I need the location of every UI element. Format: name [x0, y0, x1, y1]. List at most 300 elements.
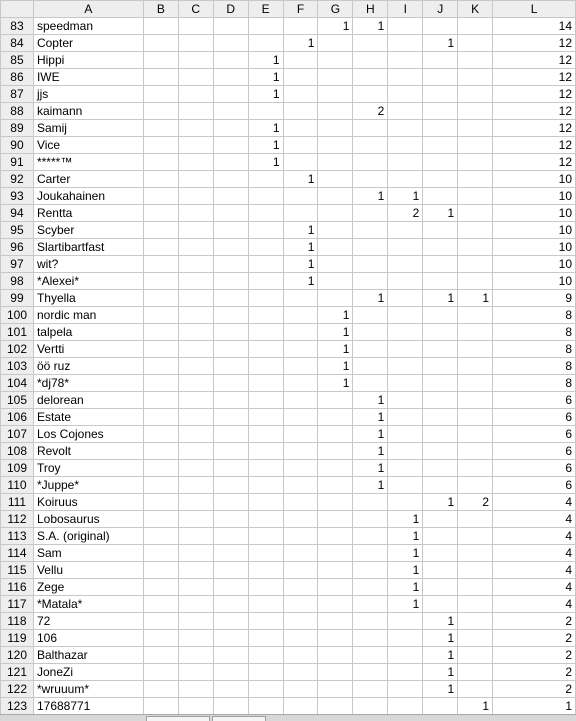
cell-e[interactable] [248, 409, 283, 426]
cell-f[interactable] [283, 562, 318, 579]
cell-g[interactable]: 1 [318, 307, 353, 324]
cell-k[interactable] [458, 630, 493, 647]
cell-d[interactable] [213, 18, 248, 35]
cell-f[interactable] [283, 528, 318, 545]
row-header[interactable]: 85 [1, 52, 34, 69]
cell-c[interactable] [178, 647, 213, 664]
cell-j[interactable] [423, 443, 458, 460]
cell-g[interactable] [318, 698, 353, 715]
cell-f[interactable] [283, 596, 318, 613]
cell-e[interactable] [248, 307, 283, 324]
cell-g[interactable] [318, 664, 353, 681]
row-header[interactable]: 109 [1, 460, 34, 477]
cell-l[interactable]: 8 [493, 307, 576, 324]
cell-e[interactable]: 1 [248, 137, 283, 154]
row-header[interactable]: 108 [1, 443, 34, 460]
cell-c[interactable] [178, 698, 213, 715]
cell-c[interactable] [178, 494, 213, 511]
cell-g[interactable]: 1 [318, 324, 353, 341]
cell-k[interactable] [458, 35, 493, 52]
cell-j[interactable] [423, 375, 458, 392]
cell-i[interactable]: 1 [388, 545, 423, 562]
row-header[interactable]: 99 [1, 290, 34, 307]
cell-d[interactable] [213, 290, 248, 307]
cell-e[interactable] [248, 18, 283, 35]
cell-h[interactable]: 1 [353, 18, 388, 35]
cell-a[interactable]: Carter [33, 171, 143, 188]
cell-i[interactable] [388, 341, 423, 358]
cell-k[interactable] [458, 511, 493, 528]
cell-k[interactable]: 1 [458, 698, 493, 715]
cell-g[interactable] [318, 409, 353, 426]
cell-l[interactable]: 12 [493, 86, 576, 103]
cell-k[interactable] [458, 528, 493, 545]
cell-g[interactable] [318, 392, 353, 409]
cell-i[interactable] [388, 171, 423, 188]
row-header[interactable]: 91 [1, 154, 34, 171]
cell-l[interactable]: 4 [493, 579, 576, 596]
row-header[interactable]: 123 [1, 698, 34, 715]
cell-l[interactable]: 2 [493, 681, 576, 698]
cell-k[interactable] [458, 154, 493, 171]
cell-l[interactable]: 6 [493, 409, 576, 426]
cell-b[interactable] [143, 562, 178, 579]
cell-i[interactable] [388, 664, 423, 681]
cell-a[interactable]: Scyber [33, 222, 143, 239]
cell-j[interactable]: 1 [423, 205, 458, 222]
cell-i[interactable] [388, 222, 423, 239]
cell-i[interactable] [388, 698, 423, 715]
cell-d[interactable] [213, 35, 248, 52]
row-header[interactable]: 122 [1, 681, 34, 698]
cell-l[interactable]: 1 [493, 698, 576, 715]
cell-f[interactable] [283, 341, 318, 358]
cell-l[interactable]: 2 [493, 647, 576, 664]
cell-h[interactable]: 1 [353, 460, 388, 477]
cell-e[interactable] [248, 664, 283, 681]
cell-h[interactable]: 1 [353, 477, 388, 494]
cell-b[interactable] [143, 613, 178, 630]
cell-g[interactable] [318, 69, 353, 86]
cell-k[interactable] [458, 358, 493, 375]
row-header[interactable]: 101 [1, 324, 34, 341]
cell-b[interactable] [143, 375, 178, 392]
cell-h[interactable] [353, 273, 388, 290]
cell-h[interactable] [353, 562, 388, 579]
cell-e[interactable] [248, 35, 283, 52]
cell-l[interactable]: 4 [493, 562, 576, 579]
cell-j[interactable] [423, 239, 458, 256]
cell-d[interactable] [213, 409, 248, 426]
cell-g[interactable] [318, 528, 353, 545]
sheet-tab[interactable] [212, 716, 266, 721]
cell-k[interactable] [458, 664, 493, 681]
cell-k[interactable] [458, 596, 493, 613]
cell-j[interactable] [423, 52, 458, 69]
cell-c[interactable] [178, 426, 213, 443]
cell-e[interactable] [248, 239, 283, 256]
cell-e[interactable] [248, 647, 283, 664]
cell-i[interactable] [388, 358, 423, 375]
cell-a[interactable]: *Alexei* [33, 273, 143, 290]
cell-e[interactable]: 1 [248, 69, 283, 86]
cell-j[interactable] [423, 307, 458, 324]
cell-l[interactable]: 12 [493, 154, 576, 171]
cell-b[interactable] [143, 188, 178, 205]
cell-h[interactable] [353, 324, 388, 341]
cell-h[interactable] [353, 579, 388, 596]
cell-f[interactable]: 1 [283, 273, 318, 290]
cell-a[interactable]: Sam [33, 545, 143, 562]
cell-c[interactable] [178, 52, 213, 69]
cell-k[interactable] [458, 239, 493, 256]
cell-j[interactable] [423, 103, 458, 120]
cell-g[interactable] [318, 460, 353, 477]
row-header[interactable]: 117 [1, 596, 34, 613]
cell-l[interactable]: 8 [493, 375, 576, 392]
cell-j[interactable] [423, 222, 458, 239]
cell-i[interactable] [388, 120, 423, 137]
cell-i[interactable]: 1 [388, 562, 423, 579]
cell-f[interactable] [283, 358, 318, 375]
cell-f[interactable] [283, 545, 318, 562]
cell-a[interactable]: Lobosaurus [33, 511, 143, 528]
cell-f[interactable] [283, 52, 318, 69]
cell-h[interactable] [353, 86, 388, 103]
cell-f[interactable]: 1 [283, 239, 318, 256]
cell-i[interactable] [388, 647, 423, 664]
row-header[interactable]: 95 [1, 222, 34, 239]
row-header[interactable]: 103 [1, 358, 34, 375]
row-header[interactable]: 84 [1, 35, 34, 52]
cell-f[interactable] [283, 120, 318, 137]
cell-f[interactable] [283, 630, 318, 647]
cell-l[interactable]: 10 [493, 239, 576, 256]
cell-k[interactable] [458, 69, 493, 86]
cell-d[interactable] [213, 494, 248, 511]
cell-a[interactable]: wit? [33, 256, 143, 273]
cell-a[interactable]: kaimann [33, 103, 143, 120]
cell-j[interactable] [423, 579, 458, 596]
row-header[interactable]: 112 [1, 511, 34, 528]
cell-c[interactable] [178, 18, 213, 35]
cell-f[interactable] [283, 103, 318, 120]
cell-i[interactable]: 1 [388, 596, 423, 613]
cell-g[interactable] [318, 35, 353, 52]
cell-h[interactable]: 1 [353, 443, 388, 460]
cell-g[interactable] [318, 188, 353, 205]
cell-b[interactable] [143, 52, 178, 69]
cell-l[interactable]: 10 [493, 171, 576, 188]
cell-h[interactable] [353, 239, 388, 256]
cell-c[interactable] [178, 35, 213, 52]
cell-d[interactable] [213, 647, 248, 664]
cell-b[interactable] [143, 545, 178, 562]
cell-l[interactable]: 6 [493, 460, 576, 477]
cell-h[interactable]: 1 [353, 290, 388, 307]
cell-h[interactable]: 1 [353, 392, 388, 409]
cell-d[interactable] [213, 613, 248, 630]
cell-e[interactable] [248, 375, 283, 392]
cell-f[interactable] [283, 426, 318, 443]
cell-a[interactable]: 106 [33, 630, 143, 647]
cell-h[interactable] [353, 341, 388, 358]
row-header[interactable]: 83 [1, 18, 34, 35]
cell-e[interactable] [248, 341, 283, 358]
cell-k[interactable]: 1 [458, 290, 493, 307]
cell-a[interactable]: 17688771 [33, 698, 143, 715]
row-header[interactable]: 118 [1, 613, 34, 630]
cell-l[interactable]: 6 [493, 477, 576, 494]
cell-g[interactable] [318, 256, 353, 273]
cell-a[interactable]: Estate [33, 409, 143, 426]
cell-b[interactable] [143, 86, 178, 103]
cell-l[interactable]: 10 [493, 273, 576, 290]
row-header[interactable]: 89 [1, 120, 34, 137]
cell-e[interactable] [248, 477, 283, 494]
cell-g[interactable] [318, 545, 353, 562]
cell-c[interactable] [178, 188, 213, 205]
cell-g[interactable] [318, 137, 353, 154]
cell-j[interactable] [423, 562, 458, 579]
cell-f[interactable] [283, 681, 318, 698]
cell-h[interactable] [353, 154, 388, 171]
cell-f[interactable] [283, 290, 318, 307]
cell-h[interactable]: 1 [353, 426, 388, 443]
cell-a[interactable]: Vice [33, 137, 143, 154]
cell-i[interactable] [388, 86, 423, 103]
cell-e[interactable] [248, 324, 283, 341]
cell-i[interactable] [388, 460, 423, 477]
cell-j[interactable] [423, 698, 458, 715]
cell-i[interactable] [388, 392, 423, 409]
cell-d[interactable] [213, 596, 248, 613]
cell-d[interactable] [213, 443, 248, 460]
cell-a[interactable]: Balthazar [33, 647, 143, 664]
cell-e[interactable] [248, 596, 283, 613]
cell-i[interactable] [388, 52, 423, 69]
cell-d[interactable] [213, 256, 248, 273]
cell-i[interactable] [388, 290, 423, 307]
cell-g[interactable] [318, 477, 353, 494]
cell-a[interactable]: jjs [33, 86, 143, 103]
cell-f[interactable] [283, 69, 318, 86]
cell-h[interactable] [353, 647, 388, 664]
cell-e[interactable] [248, 511, 283, 528]
cell-a[interactable]: S.A. (original) [33, 528, 143, 545]
cell-l[interactable]: 6 [493, 426, 576, 443]
cell-g[interactable]: 1 [318, 18, 353, 35]
cell-i[interactable] [388, 137, 423, 154]
cell-b[interactable] [143, 205, 178, 222]
cell-k[interactable] [458, 613, 493, 630]
cell-j[interactable]: 1 [423, 681, 458, 698]
cell-j[interactable] [423, 358, 458, 375]
cell-l[interactable]: 4 [493, 596, 576, 613]
cell-d[interactable] [213, 545, 248, 562]
cell-d[interactable] [213, 324, 248, 341]
cell-h[interactable] [353, 630, 388, 647]
cell-j[interactable] [423, 86, 458, 103]
cell-d[interactable] [213, 307, 248, 324]
column-header-l[interactable]: L [493, 1, 576, 18]
cell-h[interactable] [353, 171, 388, 188]
cell-d[interactable] [213, 341, 248, 358]
row-header[interactable]: 110 [1, 477, 34, 494]
cell-e[interactable] [248, 460, 283, 477]
row-header[interactable]: 116 [1, 579, 34, 596]
cell-l[interactable]: 6 [493, 392, 576, 409]
cell-b[interactable] [143, 341, 178, 358]
cell-d[interactable] [213, 154, 248, 171]
cell-h[interactable] [353, 681, 388, 698]
cell-e[interactable] [248, 205, 283, 222]
cell-i[interactable] [388, 256, 423, 273]
cell-e[interactable] [248, 443, 283, 460]
cell-c[interactable] [178, 477, 213, 494]
column-header-h[interactable]: H [353, 1, 388, 18]
cell-c[interactable] [178, 443, 213, 460]
cell-f[interactable] [283, 698, 318, 715]
column-header-a[interactable]: A [33, 1, 143, 18]
cell-c[interactable] [178, 69, 213, 86]
cell-l[interactable]: 8 [493, 341, 576, 358]
cell-c[interactable] [178, 664, 213, 681]
cell-d[interactable] [213, 205, 248, 222]
cell-c[interactable] [178, 341, 213, 358]
cell-f[interactable] [283, 664, 318, 681]
cell-g[interactable] [318, 273, 353, 290]
cell-i[interactable] [388, 35, 423, 52]
cell-b[interactable] [143, 494, 178, 511]
cell-b[interactable] [143, 35, 178, 52]
cell-i[interactable]: 2 [388, 205, 423, 222]
cell-l[interactable]: 9 [493, 290, 576, 307]
cell-i[interactable] [388, 18, 423, 35]
cell-h[interactable] [353, 69, 388, 86]
cell-h[interactable] [353, 375, 388, 392]
cell-e[interactable] [248, 698, 283, 715]
cell-g[interactable] [318, 52, 353, 69]
cell-d[interactable] [213, 477, 248, 494]
cell-b[interactable] [143, 528, 178, 545]
cell-c[interactable] [178, 154, 213, 171]
cell-j[interactable] [423, 596, 458, 613]
cell-k[interactable] [458, 392, 493, 409]
cell-b[interactable] [143, 681, 178, 698]
cell-c[interactable] [178, 613, 213, 630]
row-header[interactable]: 88 [1, 103, 34, 120]
cell-g[interactable] [318, 681, 353, 698]
cell-g[interactable] [318, 511, 353, 528]
cell-a[interactable]: IWE [33, 69, 143, 86]
cell-l[interactable]: 10 [493, 222, 576, 239]
cell-k[interactable] [458, 256, 493, 273]
cell-d[interactable] [213, 171, 248, 188]
cell-f[interactable] [283, 443, 318, 460]
cell-i[interactable] [388, 443, 423, 460]
cell-l[interactable]: 2 [493, 664, 576, 681]
cell-b[interactable] [143, 120, 178, 137]
cell-g[interactable] [318, 596, 353, 613]
cell-b[interactable] [143, 647, 178, 664]
cell-c[interactable] [178, 545, 213, 562]
cell-a[interactable]: Samij [33, 120, 143, 137]
cell-g[interactable] [318, 239, 353, 256]
cell-b[interactable] [143, 426, 178, 443]
cell-g[interactable] [318, 120, 353, 137]
cell-k[interactable] [458, 273, 493, 290]
cell-g[interactable]: 1 [318, 358, 353, 375]
column-header-i[interactable]: I [388, 1, 423, 18]
cell-f[interactable] [283, 409, 318, 426]
cell-k[interactable] [458, 579, 493, 596]
cell-f[interactable]: 1 [283, 256, 318, 273]
cell-i[interactable] [388, 324, 423, 341]
cell-b[interactable] [143, 664, 178, 681]
cell-l[interactable]: 8 [493, 324, 576, 341]
cell-j[interactable] [423, 188, 458, 205]
cell-c[interactable] [178, 273, 213, 290]
cell-c[interactable] [178, 392, 213, 409]
cell-e[interactable] [248, 103, 283, 120]
cell-h[interactable]: 1 [353, 188, 388, 205]
cell-g[interactable] [318, 205, 353, 222]
cell-l[interactable]: 6 [493, 443, 576, 460]
cell-e[interactable] [248, 494, 283, 511]
cell-k[interactable] [458, 307, 493, 324]
cell-l[interactable]: 2 [493, 630, 576, 647]
cell-k[interactable] [458, 460, 493, 477]
cell-b[interactable] [143, 273, 178, 290]
cell-j[interactable] [423, 545, 458, 562]
cell-c[interactable] [178, 511, 213, 528]
row-header[interactable]: 107 [1, 426, 34, 443]
cell-c[interactable] [178, 222, 213, 239]
cell-b[interactable] [143, 630, 178, 647]
cell-g[interactable] [318, 290, 353, 307]
cell-c[interactable] [178, 579, 213, 596]
cell-h[interactable] [353, 35, 388, 52]
cell-d[interactable] [213, 358, 248, 375]
row-header[interactable]: 93 [1, 188, 34, 205]
cell-f[interactable] [283, 307, 318, 324]
cell-b[interactable] [143, 239, 178, 256]
row-header[interactable]: 94 [1, 205, 34, 222]
cell-b[interactable] [143, 443, 178, 460]
cell-e[interactable] [248, 562, 283, 579]
cell-i[interactable] [388, 426, 423, 443]
cell-b[interactable] [143, 256, 178, 273]
cell-c[interactable] [178, 460, 213, 477]
cell-i[interactable] [388, 494, 423, 511]
cell-i[interactable] [388, 307, 423, 324]
cell-a[interactable]: Vertti [33, 341, 143, 358]
cell-i[interactable]: 1 [388, 579, 423, 596]
row-header[interactable]: 104 [1, 375, 34, 392]
cell-h[interactable] [353, 698, 388, 715]
cell-e[interactable] [248, 528, 283, 545]
cell-f[interactable] [283, 477, 318, 494]
cell-k[interactable] [458, 341, 493, 358]
cell-h[interactable] [353, 358, 388, 375]
cell-a[interactable]: *Matala* [33, 596, 143, 613]
cell-g[interactable] [318, 562, 353, 579]
cell-l[interactable]: 4 [493, 545, 576, 562]
cell-f[interactable] [283, 375, 318, 392]
cell-l[interactable]: 12 [493, 120, 576, 137]
cell-l[interactable]: 4 [493, 511, 576, 528]
